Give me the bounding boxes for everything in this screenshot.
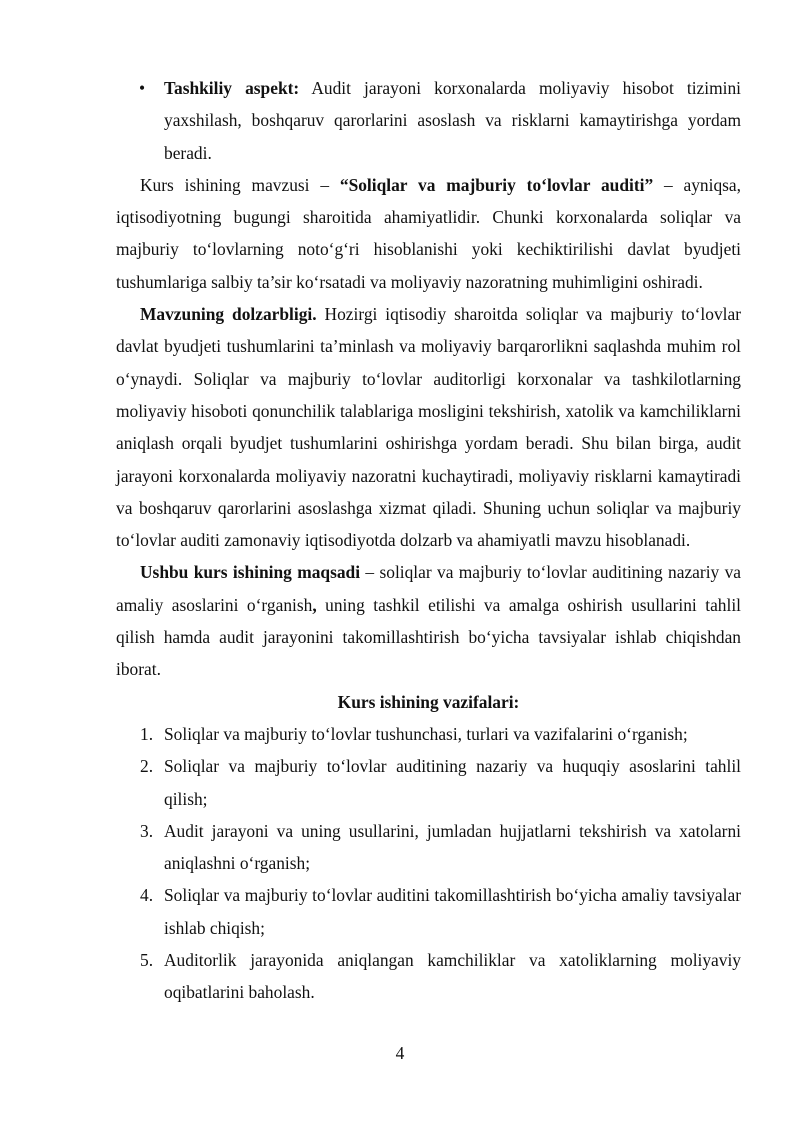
task-text: Soliqlar va majburiy to‘lovlar tushunchasi, turlari va vazifalarini o‘rganish; [164, 723, 688, 744]
goal-heading: Ushbu kurs ishining maqsadi [140, 562, 361, 583]
task-number: 4. [140, 885, 154, 906]
goal-text: – soliqlar va majburiy to‘lovlar auditining nazariy va amaliy asoslarini o‘rganish [116, 562, 741, 615]
task-number: 3. [140, 820, 154, 841]
bullet-paragraph [116, 72, 741, 169]
topic-paragraph [116, 169, 741, 298]
bullet-bold-term: Tashkiliy aspekt: [164, 78, 300, 98]
task-text: Auditorlik jarayonida aniqlangan kamchiliklar va xatoliklarning moliyaviy oqibatlarini baholash. [164, 950, 741, 1003]
task-text: Soliqlar va majburiy to‘lovlar auditining nazariy va huquqiy asoslarini tahlil qilish; [164, 756, 741, 809]
page-number: 4 [395, 1043, 405, 1063]
task-item [116, 815, 741, 880]
task-item [116, 750, 741, 815]
topic-text: – ayniqsa, iqtisodiyotning bugungi sharoitida ahamiyatlidir. Chunki korxonalarda soliqlar va majburiy to‘lovlarning noto‘g‘ri hisoblanishi yoki kechiktirilishi davlat byudjeti tushumlariga salbiy ta’sir ko‘rsatadi va moliyaviy nazoratning muhimligini oshiradi. [116, 174, 741, 292]
task-text: Soliqlar va majburiy to‘lovlar auditini takomillashtirish bo‘yicha amaliy tavsiyalar ishlab chiqish; [164, 885, 741, 938]
task-number: 2. [140, 756, 154, 777]
bullet-mark: • [139, 78, 146, 98]
goal-text-rest: uning tashkil etilishi va amalga oshirish usullarini tahlil qilish hamda audit jarayonini takomillashtirish bo‘yicha tavsiyalar ishlab chiqishdan iborat. [116, 594, 741, 680]
tasks-heading: Kurs ishining vazifalari: [337, 691, 520, 712]
relevance-paragraph [116, 298, 741, 556]
body-text [116, 72, 741, 1009]
topic-title: “Soliqlar va majburiy to‘lovlar auditi” [339, 174, 654, 195]
task-number: 1. [140, 723, 154, 744]
relevance-text: Hozirgi iqtisodiy sharoitda soliqlar va majburiy to‘lovlar davlat byudjeti tushumlarini ta’minlash va moliyaviy barqarorlikni saqlashda muhim rol o‘ynaydi. Soliqlar va majburiy to‘lovlar auditorligi korxonalar va tashkilotlarning moliyaviy hisoboti qonunchilik talablariga mosligini tekshirish, xatolik va kamchiliklarni aniqlash orqali byudjet tushumlarini oshirishga yordam beradi. Shu bilan birga, audit jarayoni korxonalarda moliyaviy nazoratni kuchaytiradi, moliyaviy risklarni kamaytiradi va boshqaruv qarorlarini asoslashga xizmat qiladi. Shuning uchun soliqlar va majburiy to‘lovlar auditi zamonaviy iqtisodiyotda dolzarb va ahamiyatli mavzu hisoblanadi. [116, 304, 741, 551]
goal-paragraph [116, 556, 741, 685]
topic-lead: Kurs ishining mavzusi – [140, 174, 340, 195]
task-item [116, 944, 741, 1009]
relevance-heading: Mavzuning dolzarbligi. [140, 304, 317, 325]
task-text: Audit jarayoni va uning usullarini, jumladan hujjatlarni tekshirish va xatolarni aniqlashni o‘rganish; [164, 820, 741, 874]
task-item [116, 879, 741, 944]
goal-comma: , [312, 594, 317, 615]
task-number: 5. [140, 950, 154, 971]
task-item [116, 718, 741, 750]
bullet-text: Audit jarayoni korxonalarda moliyaviy hisobot tizimini yaxshilash, boshqaruv qarorlarini asoslash va risklarni kamaytirishga yordam beradi. [164, 78, 741, 163]
